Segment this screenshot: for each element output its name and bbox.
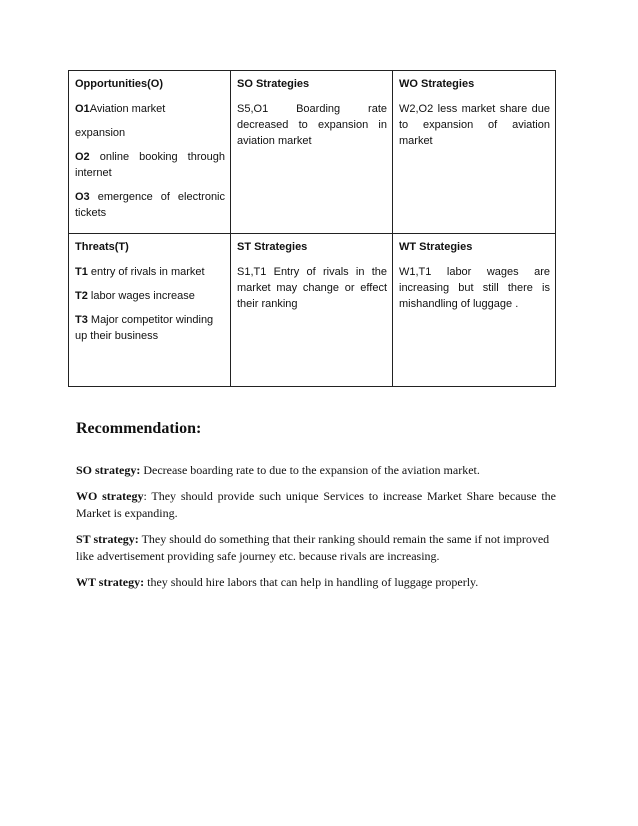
opportunities-heading: Opportunities(O) <box>75 78 163 90</box>
opportunity-item: O3 emergence of electronic tickets <box>75 191 225 219</box>
threat-item: T2 labor wages increase <box>75 290 195 302</box>
threat-item: T3 Major competitor winding up their business <box>75 314 214 342</box>
recommendation-title: Recommendation: <box>76 420 202 437</box>
threat-item: T1 entry of rivals in market <box>75 266 205 278</box>
so-strategies-text: S5,O1 Boarding rate decreased to expansion in aviation market <box>237 103 387 147</box>
wt-recommendation: WT strategy: they should hire labors that can help in handling of luggage properly. <box>76 575 479 589</box>
wo-recommendation: WO strategy: They should provide such unique Services to increase Market Share because the Market is expanding. <box>76 489 556 520</box>
table-row <box>69 71 556 234</box>
wo-strategies-cell <box>393 71 556 234</box>
st-strategies-cell <box>231 234 393 387</box>
st-strategies-heading: ST Strategies <box>237 241 308 253</box>
opportunities-cell <box>69 71 231 234</box>
opportunity-item: O1Aviation market <box>75 103 166 115</box>
st-recommendation: ST strategy: They should do something that their ranking should remain the same if not improved like advertisement providing safe journey etc. because rivals are increasing. <box>76 532 550 563</box>
so-strategies-heading: SO Strategies <box>237 78 310 90</box>
wt-strategies-text: W1,T1 labor wages are increasing but still there is mishandling of luggage . <box>399 266 550 310</box>
st-strategies-text: S1,T1 Entry of rivals in the market may change or effect their ranking <box>237 266 387 310</box>
so-recommendation: SO strategy: Decrease boarding rate to due to the expansion of the aviation market. <box>76 463 480 477</box>
opportunity-item: expansion <box>75 127 126 139</box>
table-row <box>69 234 556 387</box>
wo-strategies-text: W2,O2 less market share due to expansion of aviation market <box>399 103 550 147</box>
opportunity-item: O2 online booking through internet <box>75 151 225 179</box>
wo-strategies-heading: WO Strategies <box>399 78 475 90</box>
threats-cell <box>69 234 231 387</box>
so-strategies-cell <box>231 71 393 234</box>
wt-strategies-cell <box>393 234 556 387</box>
swot-matrix-table <box>68 70 556 387</box>
wt-strategies-heading: WT Strategies <box>399 241 473 253</box>
threats-heading: Threats(T) <box>75 241 129 253</box>
recommendation-section <box>76 420 556 600</box>
